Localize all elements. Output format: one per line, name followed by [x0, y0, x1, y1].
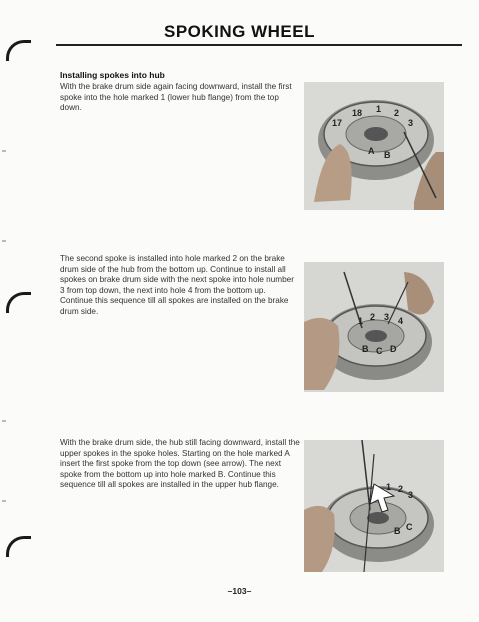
hole-label: 4 — [398, 316, 404, 326]
hub-photo-1 — [304, 82, 444, 210]
binder-hole-mark — [6, 40, 31, 61]
instruction-paragraph-3: With the brake drum side, the hub still facing downward, install the upper spokes in the spoke holes. Starting on the hole marked A insert the first spoke from the top down (see arrow). The next spoke from the bottom up into hole marked B. Continue this sequence till all spokes are installed in the upper hub flange. — [60, 438, 300, 490]
hole-label: A — [368, 146, 375, 156]
hole-label: C — [376, 346, 383, 356]
margin-tick — [2, 240, 6, 242]
margin-tick — [2, 420, 6, 422]
instruction-paragraph-1: With the brake drum side again facing downward, install the first spoke into the hole marked 1 (lower hub flange) from the top down. — [60, 82, 292, 113]
hole-label: D — [390, 344, 397, 354]
title-rule — [56, 44, 462, 46]
hole-label: 1 — [358, 316, 364, 326]
hole-label: 2 — [394, 108, 400, 118]
margin-tick — [2, 150, 6, 152]
hole-label: 17 — [332, 118, 343, 128]
hole-label: 2 — [398, 484, 404, 494]
hole-label: 18 — [352, 108, 363, 118]
hole-label: 3 — [408, 490, 414, 500]
hole-label: 3 — [408, 118, 414, 128]
margin-tick — [2, 500, 6, 502]
instruction-paragraph-2: The second spoke is installed into hole marked 2 on the brake drum side of the hub from the bottom up. Continue to install all spokes on brake drum side with the next spoke into hole number 3 from top down, the next into hole 4 from the bottom up. Continue this sequence till all spokes are installed on the brake drum side. — [60, 254, 294, 316]
hole-label: B — [362, 344, 369, 354]
hole-label: 2 — [370, 312, 376, 322]
page-title: SPOKING WHEEL — [163, 22, 315, 41]
hole-label: B — [384, 150, 391, 160]
hole-label: 1 — [386, 482, 392, 492]
binder-hole-mark — [6, 292, 31, 313]
hub-photo-2 — [304, 262, 444, 392]
page-number: –103– — [227, 586, 252, 596]
hub-photo-3 — [304, 440, 444, 572]
binder-hole-mark — [6, 536, 31, 557]
hole-label: 1 — [376, 104, 382, 114]
hole-label: 3 — [384, 312, 390, 322]
hole-label: C — [406, 522, 413, 532]
hole-label: B — [394, 526, 401, 536]
section-heading: Installing spokes into hub — [60, 70, 165, 80]
